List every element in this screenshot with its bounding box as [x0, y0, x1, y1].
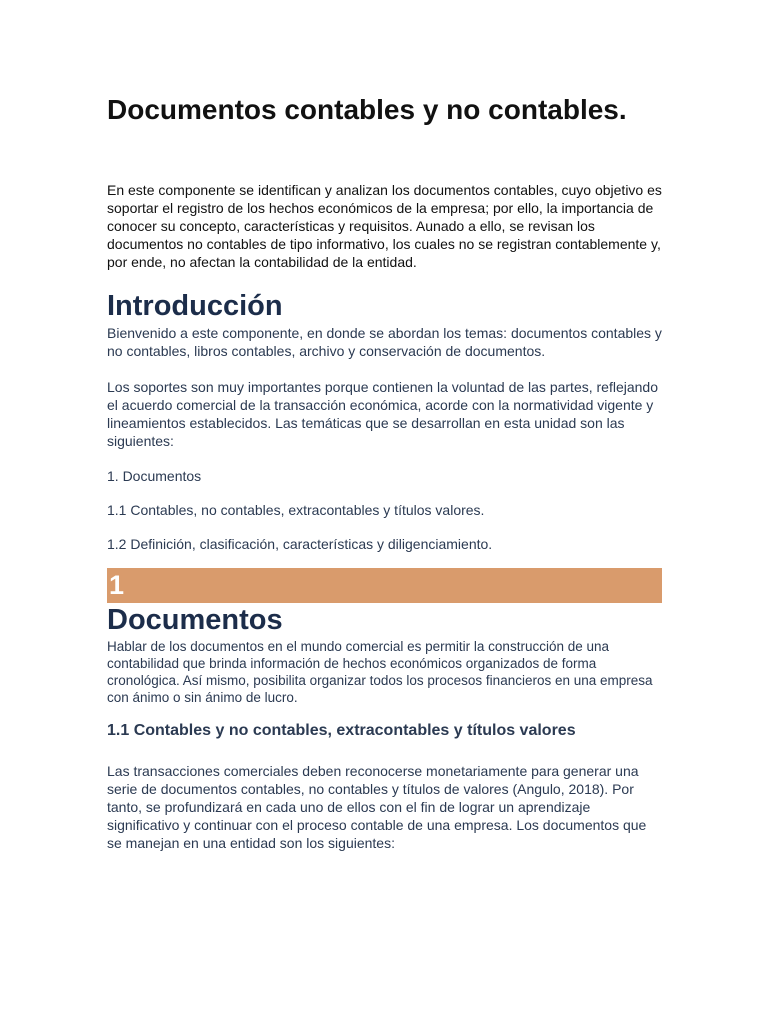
topic-item: 1.1 Contables, no contables, extracontables y títulos valores. [107, 502, 485, 518]
documentos-heading: Documentos [107, 604, 283, 636]
topic-item: 1. Documentos [107, 468, 202, 484]
subsection-paragraph: Las transacciones comerciales deben reconocerse monetariamente para generar una serie de documentos contables, no contables y títulos de valores (Angulo, 2018). Por tanto, se profundizará en cada uno de ellos con el fin de lograr un aprendizaje significativo y continuar con el proceso contable de una empresa. Los documentos que se manejan en una entidad son los siguientes: [107, 763, 647, 851]
documentos-paragraph: Hablar de los documentos en el mundo comercial es permitir la construcción de una contabilidad que brinda información de hechos económicos organizados de forma cronológica. Así mismo, posibilita organizar todos los procesos financieros en una empresa con ánimo o sin ánimo de lucro. [107, 639, 653, 705]
introduccion-paragraph-1: Bienvenido a este componente, en donde se abordan los temas: documentos contables y no contables, libros contables, archivo y conservación de documentos. [107, 325, 662, 359]
subsection-heading: 1.1 Contables y no contables, extracontables y títulos valores [107, 722, 576, 739]
introduccion-paragraph-2: Los soportes son muy importantes porque contienen la voluntad de las partes, reflejando el acuerdo comercial de la transacción económica, acorde con la normatividad vigente y lineamientos establecidos. Las temáticas que se desarrollan en esta unidad son las siguientes: [107, 379, 659, 449]
introduccion-heading: Introducción [107, 290, 283, 322]
section-number: 1 [109, 570, 125, 600]
section-number-band [107, 568, 662, 603]
intro-paragraph: En este componente se identifican y analizan los documentos contables, cuyo objetivo es soportar el registro de los hechos económicos de la empresa; por ello, la importancia de conocer su concepto, características y requisitos. Aunado a ello, se revisan los documentos no contables de tipo informativo, los cuales no se registran contablemente y, por ende, no afectan la contabilidad de la entidad. [107, 182, 662, 270]
topic-item: 1.2 Definición, clasificación, características y diligenciamiento. [107, 536, 493, 552]
document-title: Documentos contables y no contables. [107, 94, 627, 125]
